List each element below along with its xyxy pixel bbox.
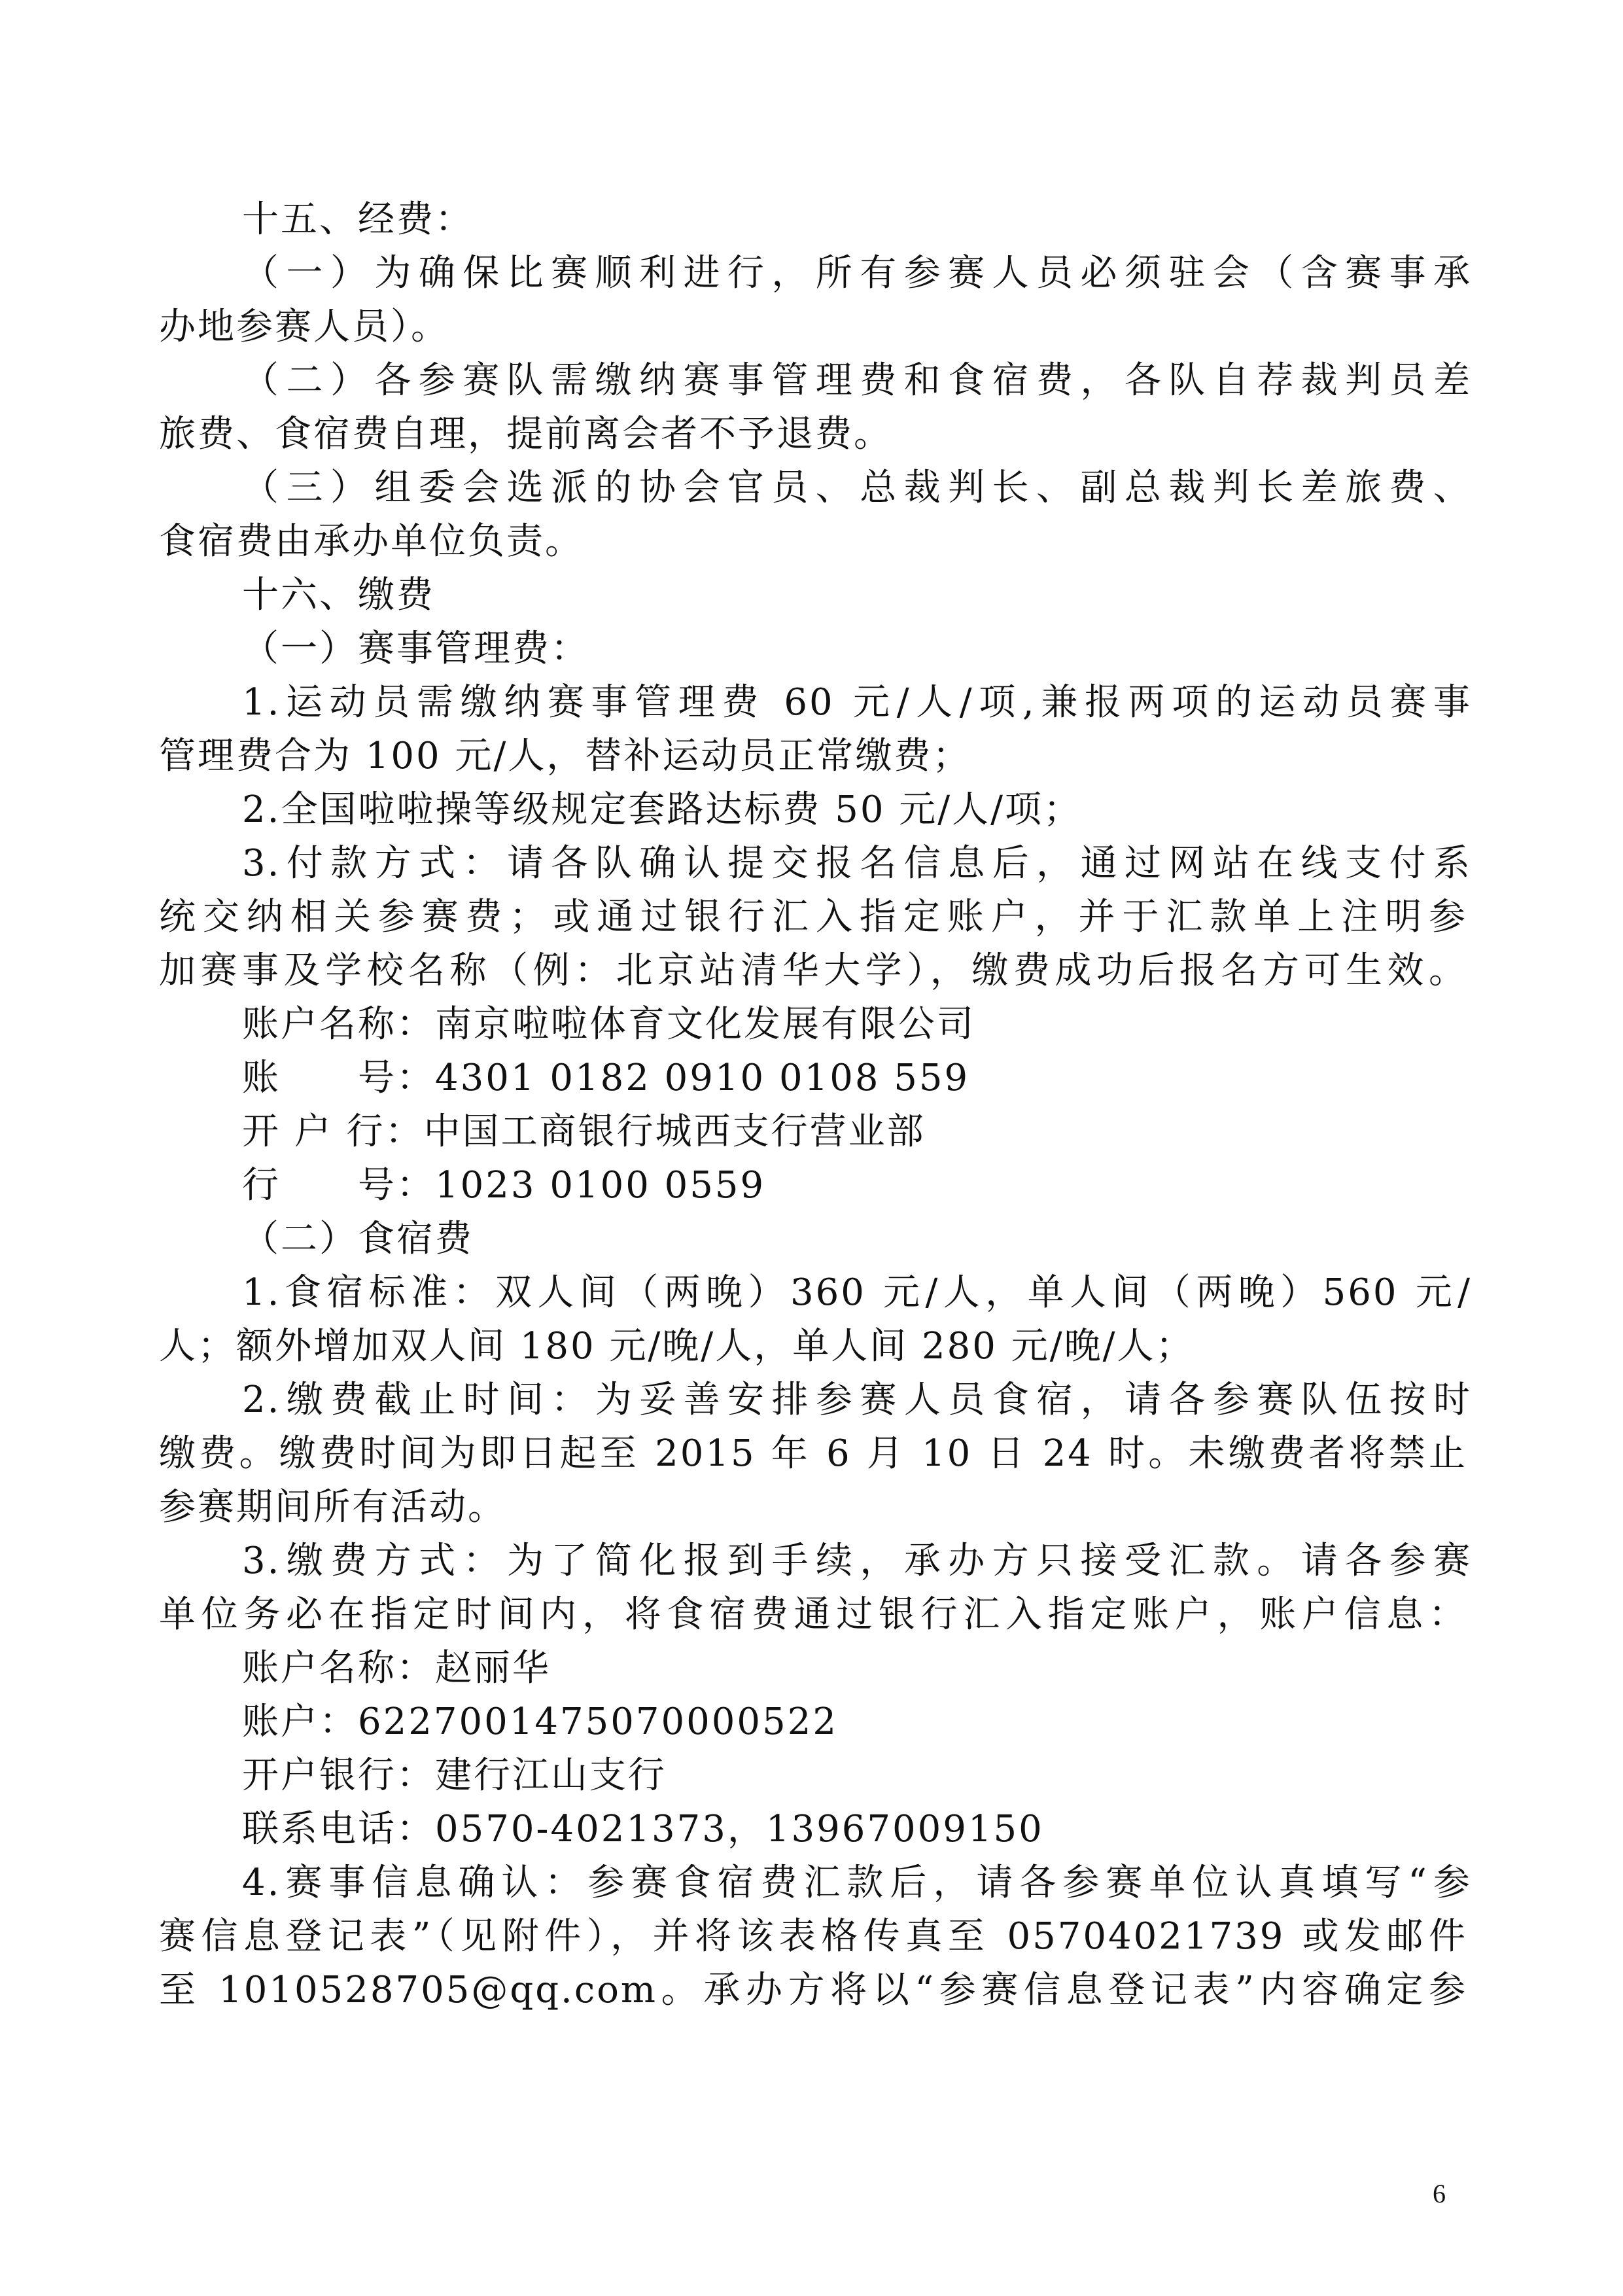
paragraph-line: 食宿费由承办单位负责。: [159, 520, 584, 563]
paragraph-line: 1.食宿标准：双人间（两晚）360 元/人，单人间（两晚）560 元/: [242, 1271, 1472, 1314]
paragraph-line: 1.运动员需缴纳赛事管理费 60 元/人/项,兼报两项的运动员赛事: [242, 681, 1472, 724]
subsection-heading: （二）食宿费: [242, 1218, 474, 1260]
paragraph-line: 4.赛事信息确认：参赛食宿费汇款后，请各参赛单位认真填写“参: [242, 1862, 1472, 1904]
account-name-line: 账户名称：赵丽华: [242, 1647, 551, 1689]
bank-branch-line: 开 户 行：中国工商银行城西支行营业部: [242, 1110, 926, 1153]
contact-phone-line: 联系电话：0570-4021373，13967009150: [242, 1808, 1044, 1850]
paragraph-line: 管理费合为 100 元/人，替补运动员正常缴费；: [159, 735, 971, 777]
paragraph-line: 缴费。缴费时间为即日起至 2015 年 6 月 10 日 24 时。未缴费者将禁止: [159, 1432, 1467, 1475]
paragraph-line: 2.全国啦啦操等级规定套路达标费 50 元/人/项；: [242, 788, 1083, 831]
bank-branch-line: 开户银行：建行江山支行: [242, 1754, 667, 1797]
paragraph-line: 人；额外增加双人间 180 元/晚/人，单人间 280 元/晚/人；: [159, 1325, 1195, 1368]
paragraph-line: 赛信息登记表”（见附件），并将该表格传真至 05704021739 或发邮件: [159, 1915, 1467, 1958]
paragraph-line: （二）各参赛队需缴纳赛事管理费和食宿费，各队自荐裁判员差: [242, 359, 1472, 402]
account-name-line: 账户名称：南京啦啦体育文化发展有限公司: [242, 1003, 975, 1046]
paragraph-line: 参赛期间所有活动。: [159, 1486, 506, 1528]
paragraph-line: 统交纳相关参赛费；或通过银行汇入指定账户，并于汇款单上注明参: [159, 896, 1467, 938]
paragraph-line: 加赛事及学校名称（例：北京站清华大学），缴费成功后报名方可生效。: [159, 949, 1467, 992]
paragraph-line: 至 1010528705@qq.com。承办方将以“参赛信息登记表”内容确定参: [159, 1969, 1467, 2011]
paragraph-line: （三）组委会选派的协会官员、总裁判长、副总裁判长差旅费、: [242, 467, 1472, 509]
paragraph-line: 旅费、食宿费自理，提前离会者不予退费。: [159, 413, 892, 455]
section-heading-payment: 十六、缴费: [242, 574, 435, 616]
paragraph-line: 办地参赛人员）。: [159, 306, 449, 348]
bank-code-line: 行 号：1023 0100 0559: [242, 1164, 766, 1207]
paragraph-line: 单位务必在指定时间内，将食宿费通过银行汇入指定账户，账户信息：: [159, 1593, 1467, 1636]
subsection-heading: （一）赛事管理费：: [242, 627, 589, 670]
paragraph-line: 3.缴费方式：为了简化报到手续，承办方只接受汇款。请各参赛: [242, 1540, 1472, 1582]
paragraph-line: （一）为确保比赛顺利进行，所有参赛人员必须驻会（含赛事承: [242, 252, 1472, 294]
section-heading-funding: 十五、经费：: [242, 198, 474, 241]
account-number-line: 账 号：4301 0182 0910 0108 559: [242, 1057, 970, 1099]
paragraph-line: 3.付款方式：请各队确认提交报名信息后，通过网站在线支付系: [242, 842, 1472, 885]
page-number: 6: [1433, 2179, 1446, 2208]
paragraph-line: 2.缴费截止时间：为妥善安排参赛人员食宿，请各参赛队伍按时: [242, 1379, 1472, 1421]
account-number-line: 账户：6227001475070000522: [242, 1701, 838, 1743]
